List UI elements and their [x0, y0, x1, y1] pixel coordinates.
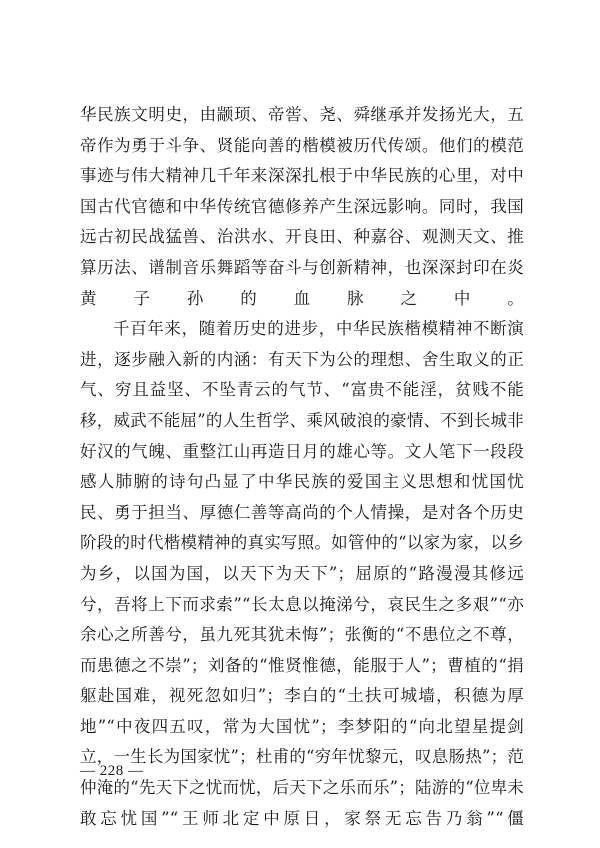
- paragraph-1: 华民族文明史，由颛顼、帝喾、尧、舜继承并发扬光大，五帝作为勇于斗争、贤能向善的楷模被历代传颂。他们的模范事迹与伟大精神几千年来深深扎根于中华民族的心里，对中国古代官德和中华传统官德修养产生深远影响。同时，我国远古初民战猛兽、治洪水、开良田、种嘉谷、观测天文、推算历法、谱制音乐舞蹈等奋斗与创新精神，也深深封印在炎黄子孙的血脉之中。: [80, 105, 524, 308]
- footer-dash-right: —: [128, 763, 144, 779]
- page-footer: [80, 763, 144, 780]
- footer-dash-left: —: [80, 763, 96, 779]
- body-text: [80, 100, 524, 834]
- paragraph-2: 千百年来，随着历史的进步，中华民族楷模精神不断演进，逐步融入新的内涵：有天下为公的理想、舍生取义的正气、穷且益坚、不坠青云的气节、“富贵不能淫，贫贱不能移，威武不能屈”的人生哲学、乘风破浪的豪情、不到长城非好汉的气魄、重整江山再造日月的雄心等。文人笔下一段段感人肺腑的诗句凸显了中华民族的爱国主义思想和忧国忧民、勇于担当、厚德仁善等高尚的个人情操，是对各个历史阶段的时代楷模精神的真实写照。如管仲的“以家为家，以乡为乡，以国为国，以天下为天下”；屈原的“路漫漫其修远兮，吾将上下而求索”“长太息以掩涕兮，哀民生之多艰”“亦余心之所善兮，虽九死其犹未悔”；张衡的“不患位之不尊，而患德之不崇”；刘备的“惟贤惟德，能服于人”；曹植的“捐躯赴国难，视死忽如归”；李白的“土扶可城墙，积德为厚地”“中夜四五叹，常为大国忧”；李梦阳的“向北望星提剑立，一生长为国家忧”；杜甫的“穷年忧黎元，叹息肠热”；范仲淹的“先天下之忧而忧，后天下之乐而乐”；陆游的“位卑未敢忘忧国”“王师北定中原日，家祭无忘告乃翁”“僵: [80, 319, 524, 828]
- page-number: 228: [99, 763, 124, 779]
